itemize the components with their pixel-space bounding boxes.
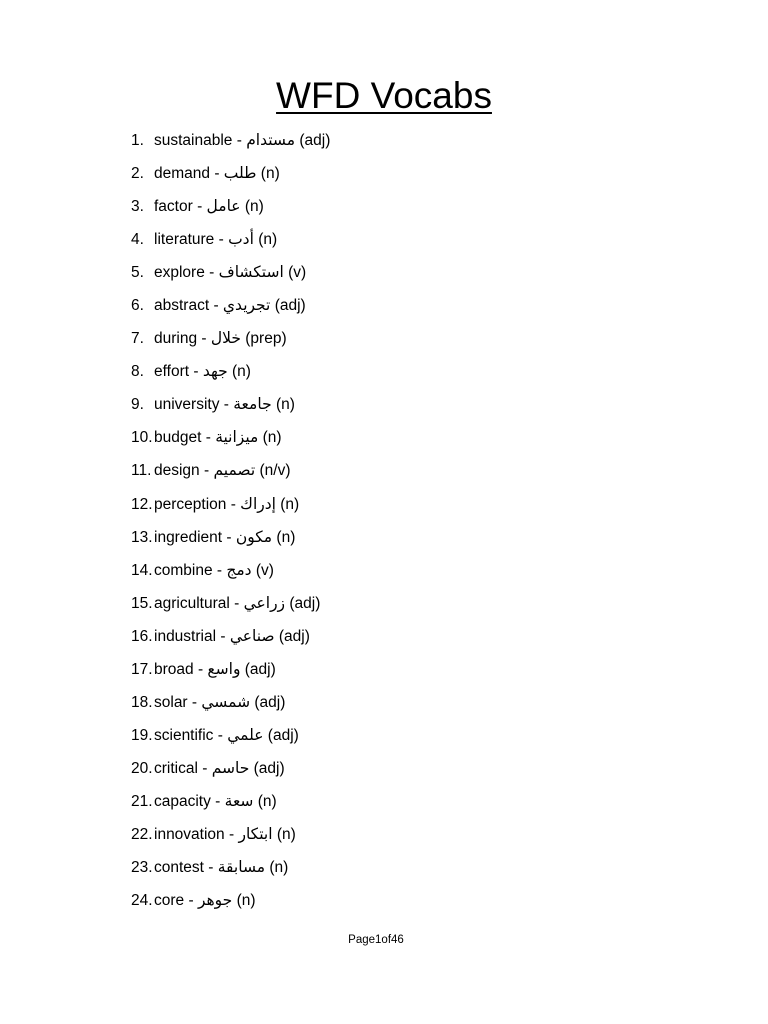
list-item	[131, 524, 330, 557]
item-text: industrial - صناعي (adj)	[154, 627, 310, 645]
item-text: ingredient - مكون (n)	[154, 528, 296, 546]
item-number: 21.	[131, 792, 153, 810]
item-text: effort - جهد (n)	[154, 363, 251, 381]
item-number: 7.	[131, 330, 144, 348]
item-text: scientific - علمي (adj)	[154, 726, 299, 744]
list-item	[131, 722, 330, 755]
item-number: 20.	[131, 759, 153, 777]
item-number: 6.	[131, 297, 144, 315]
item-number: 12.	[131, 495, 153, 513]
item-text: innovation - ابتكار (n)	[154, 825, 296, 843]
item-text: university - جامعة (n)	[154, 396, 295, 414]
list-item	[131, 656, 330, 689]
list-item	[131, 755, 330, 788]
item-text: factor - عامل (n)	[154, 198, 264, 216]
list-item	[131, 292, 330, 325]
item-number: 24.	[131, 892, 153, 910]
list-item	[131, 391, 330, 424]
item-text: sustainable - مستدام (adj)	[154, 132, 331, 149]
item-number: 5.	[131, 264, 144, 282]
item-number: 17.	[131, 660, 153, 678]
item-number: 14.	[131, 561, 153, 579]
item-text: perception - إدراك (n)	[154, 495, 300, 513]
item-number: 10.	[131, 429, 153, 447]
item-text: core - جوهر (n)	[154, 892, 256, 910]
list-item	[131, 226, 330, 259]
list-item	[131, 160, 330, 193]
list-item	[131, 325, 330, 358]
list-item	[131, 887, 330, 920]
item-text: contest - مسابقة (n)	[154, 859, 289, 877]
item-text: budget - ميزانية (n)	[154, 429, 282, 447]
item-number: 15.	[131, 594, 153, 612]
item-number: 8.	[131, 363, 144, 381]
list-item	[131, 788, 330, 821]
item-number: 22.	[131, 825, 153, 843]
page-title: WFD Vocabs	[276, 75, 492, 116]
list-item	[131, 358, 330, 391]
page-number-footer: Page1of46	[348, 934, 404, 946]
item-text: abstract - تجريدي (adj)	[154, 297, 306, 315]
item-number: 3.	[131, 198, 144, 216]
list-item	[131, 557, 330, 590]
item-text: demand - طلب (n)	[154, 165, 280, 183]
item-text: capacity - سعة (n)	[154, 792, 277, 810]
list-item	[131, 590, 330, 623]
list-item	[131, 127, 330, 160]
item-text: design - تصميم (n/v)	[154, 462, 291, 480]
item-text: literature - أدب (n)	[154, 231, 278, 249]
item-text: solar - شمسي (adj)	[154, 693, 286, 711]
list-item	[131, 854, 330, 887]
item-number: 19.	[131, 726, 153, 744]
list-item	[131, 491, 330, 524]
item-number: 16.	[131, 627, 153, 645]
item-number: 1.	[131, 132, 144, 149]
item-number: 11.	[131, 462, 152, 480]
item-number: 23.	[131, 859, 153, 877]
list-item	[131, 457, 330, 490]
item-number: 2.	[131, 165, 144, 183]
item-text: agricultural - زراعي (adj)	[154, 594, 321, 612]
vocab-list	[131, 127, 330, 920]
list-item	[131, 193, 330, 226]
list-item	[131, 821, 330, 854]
item-text: combine - دمج (v)	[154, 561, 274, 579]
item-text: broad - واسع (adj)	[154, 660, 276, 678]
list-item	[131, 259, 330, 292]
item-number: 4.	[131, 231, 144, 249]
list-item	[131, 424, 330, 457]
item-text: during - خلال (prep)	[154, 330, 287, 348]
item-text: explore - استكشاف (v)	[154, 264, 307, 282]
list-item	[131, 689, 330, 722]
item-number: 13.	[131, 528, 153, 546]
list-item	[131, 623, 330, 656]
item-number: 9.	[131, 396, 144, 414]
item-text: critical - حاسم (adj)	[154, 759, 285, 777]
item-number: 18.	[131, 693, 153, 711]
